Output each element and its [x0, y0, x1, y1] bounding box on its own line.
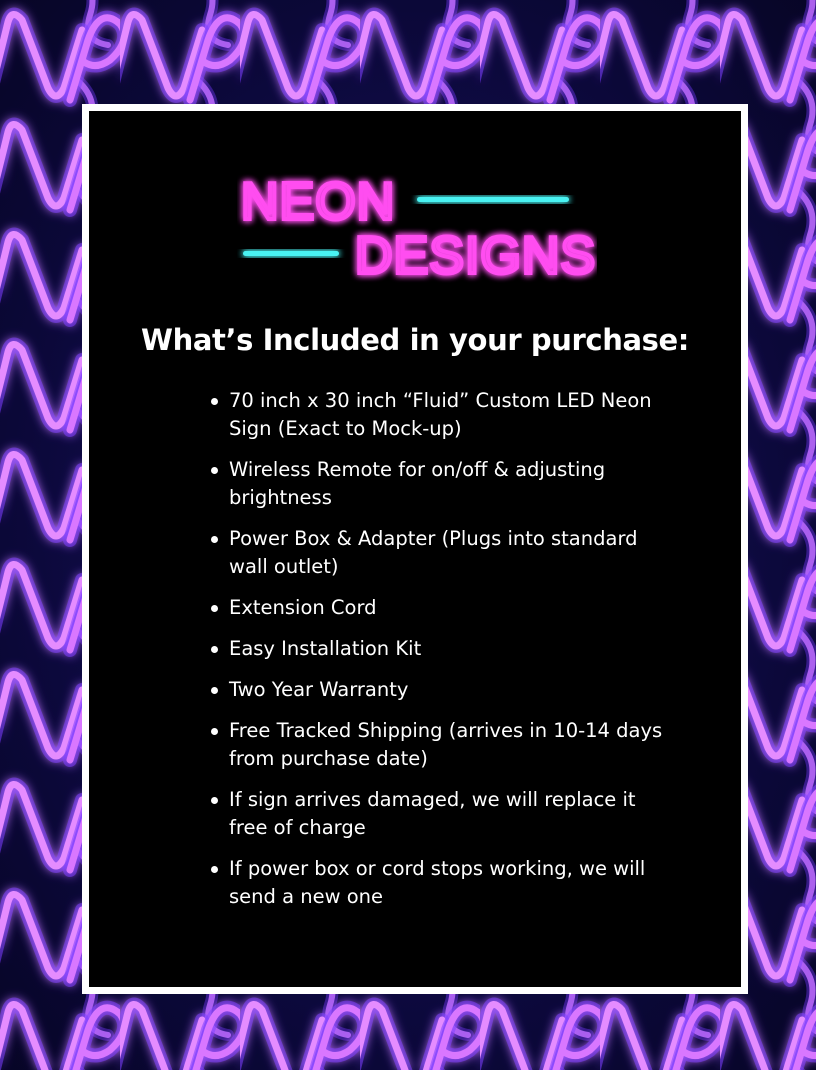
list-item: 70 inch x 30 inch “Fluid” Custom LED Neon Sign (Exact to Mock-up) — [209, 387, 669, 443]
list-item: Two Year Warranty — [209, 676, 669, 704]
list-item: Easy Installation Kit — [209, 635, 669, 663]
included-items-list — [209, 387, 669, 924]
neon-designs-logo — [237, 163, 597, 293]
logo-bar-bottom — [243, 251, 339, 256]
list-item: If power box or cord stops working, we will send a new one — [209, 855, 669, 911]
list-item: Extension Cord — [209, 594, 669, 622]
list-item: Free Tracked Shipping (arrives in 10-14 days from purchase date) — [209, 717, 669, 773]
logo-bar-top — [417, 197, 569, 202]
list-item: Power Box & Adapter (Plugs into standard wall outlet) — [209, 525, 669, 581]
logo-line-designs: DESIGNS — [355, 227, 597, 285]
logo-line-neon: NEON — [241, 173, 396, 231]
list-item: Wireless Remote for on/off & adjusting brightness — [209, 456, 669, 512]
content-panel — [82, 104, 748, 994]
list-item: If sign arrives damaged, we will replace it free of charge — [209, 786, 669, 842]
page-title: What’s Included in your purchase: — [141, 323, 689, 357]
